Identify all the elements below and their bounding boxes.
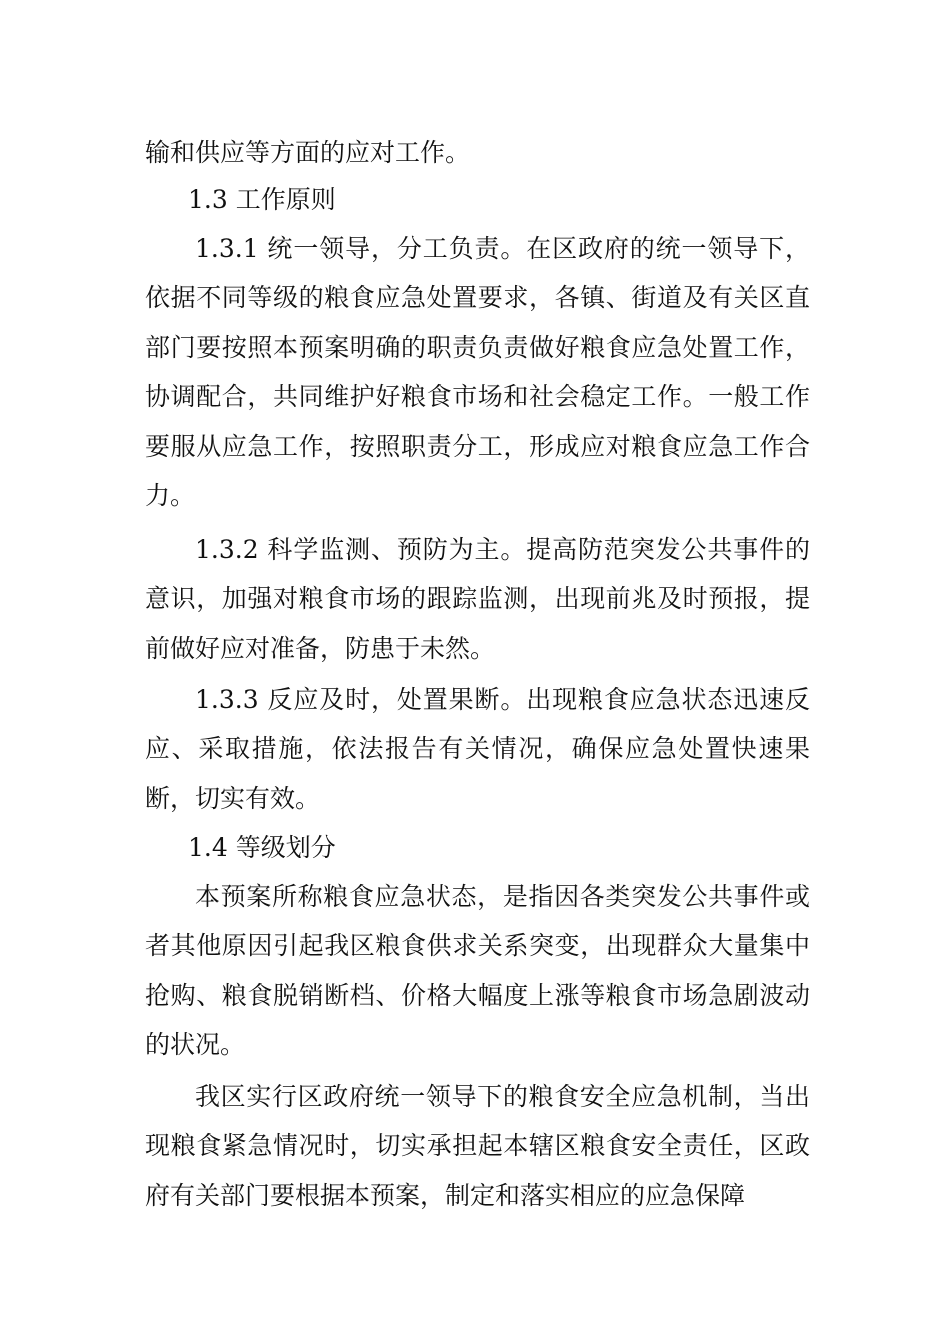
paragraph-1-3-2: 1.3.2 科学监测、预防为主。提高防范突发公共事件的意识，加强对粮食市场的跟踪监测，出现前兆及时预报，提前做好应对准备，防患于未然。: [145, 535, 810, 663]
section-heading-1-3: 1.3 工作原则: [188, 185, 336, 214]
paragraph-1-3-1: 1.3.1 统一领导，分工负责。在区政府的统一领导下，依据不同等级的粮食应急处置要求，各镇、街道及有关区直部门要按照本预案明确的职责负责做好粮食应急处置工作，协调配合，共同维护好粮食市场和社会稳定工作。一般工作要服从应急工作，按照职责分工，形成应对粮食应急工作合力。: [145, 234, 810, 511]
paragraph-1-3-3: 1.3.3 反应及时，处置果断。出现粮食应急状态迅速反应、采取措施，依法报告有关情况，确保应急处置快速果断，切实有效。: [145, 685, 810, 813]
section-heading-1-4: 1.4 等级划分: [188, 833, 336, 862]
paragraph-1-4-mechanism: 我区实行区政府统一领导下的粮食安全应急机制，当出现粮食紧急情况时，切实承担起本辖区粮食安全责任，区政府有关部门要根据本预案，制定和落实相应的应急保障: [145, 1082, 810, 1210]
continuation-paragraph: 输和供应等方面的应对工作。: [145, 138, 471, 167]
paragraph-1-4-definition: 本预案所称粮食应急状态，是指因各类突发公共事件或者其他原因引起我区粮食供求关系突变，出现群众大量集中抢购、粮食脱销断档、价格大幅度上涨等粮食市场急剧波动的状况。: [145, 882, 810, 1060]
